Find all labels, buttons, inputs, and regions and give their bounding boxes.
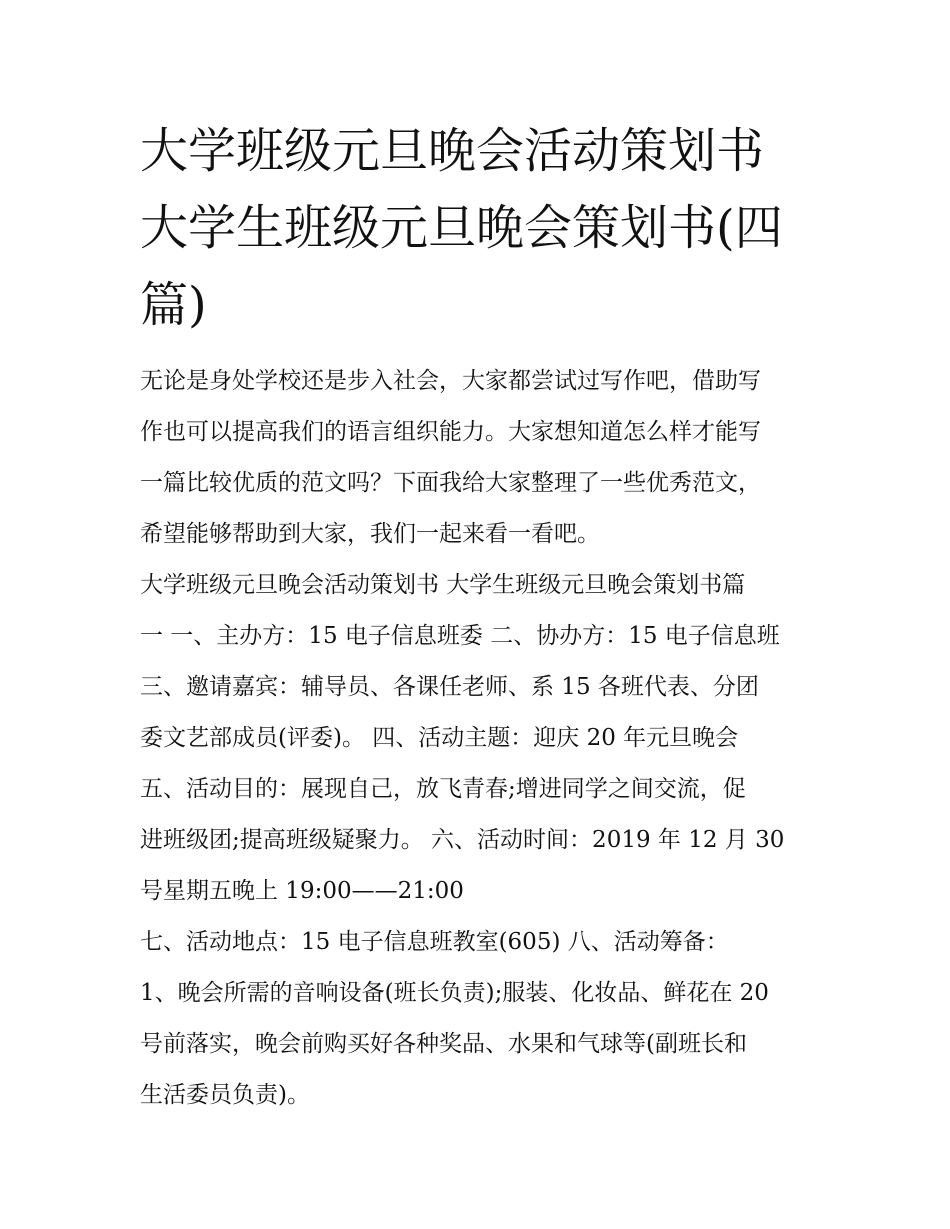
text-line: 号前落实，晚会前购买好各种奖品、水果和气球等(副班长和 [140, 1031, 747, 1057]
text-line: 大学班级元旦晚会活动策划书 大学生班级元旦晚会策划书篇 [140, 572, 746, 598]
text-line: 无论是身处学校还是步入社会，大家都尝试过写作吧，借助写 [140, 368, 761, 394]
text-line: 三、邀请嘉宾：辅导员、各课任老师、系 15 各班代表、分团 [140, 674, 759, 700]
text-line: 进班级团;提高班级疑聚力。 六、活动时间：2019 年 12 月 30 [140, 827, 785, 853]
text-line: 委文艺部成员(评委)。 四、活动主题：迎庆 20 年元旦晚会 [140, 725, 739, 751]
document-title: 大学班级元旦晚会活动策划书 大学生班级元旦晚会策划书(四篇) [140, 123, 783, 333]
text-line: 号星期五晚上 19:00——21:00 [140, 878, 464, 904]
text-line: 一 一、主办方：15 电子信息班委 二、协办方：15 电子信息班 [140, 623, 780, 649]
text-line: 希望能够帮助到大家，我们一起来看一看吧。 [140, 521, 600, 547]
text-line: 生活委员负责)。 [140, 1082, 310, 1108]
text-line: 七、活动地点：15 电子信息班教室(605) 八、活动筹备： [140, 929, 729, 955]
text-line: 1、晚会所需的音响设备(班长负责);服装、化妆品、鲜花在 20 [140, 980, 769, 1006]
text-line: 作也可以提高我们的语言组织能力。大家想知道怎么样才能写 [140, 419, 761, 445]
text-line: 一篇比较优质的范文吗？下面我给大家整理了一些优秀范文， [140, 470, 761, 496]
text-line: 五、活动目的：展现自己，放飞青春;增进同学之间交流，促 [140, 776, 746, 802]
